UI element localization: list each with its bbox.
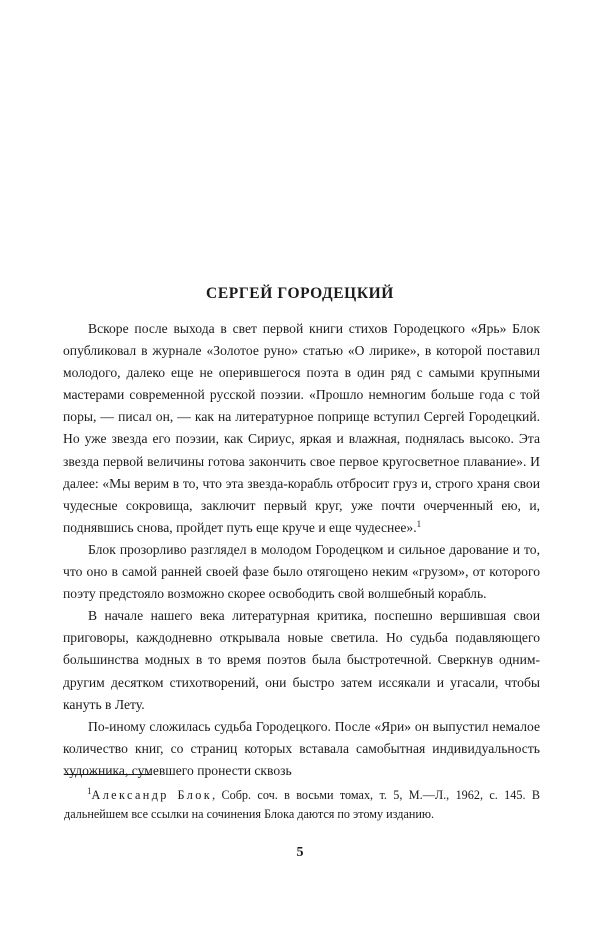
paragraph-3: В начале нашего века литературная критика, поспешно вершившая свои приговоры, каждодневно открывала новые светила. Но судьба подавляющего большинства модных в то время поэтов была быстротечной. Сверкнув одним-другим десятком стихотворений, они быстро затем иссякали и угасали, чтобы кануть в Лету. xyxy=(63,608,540,712)
footnote-text: , Собр. соч. в восьми томах, т. 5, М.—Л., 1962, с. 145. В дальнейшем все ссылки на сочинения Блока даются по этому изданию. xyxy=(64,788,540,821)
page-number: 5 xyxy=(296,845,304,860)
footnote-marker: 1 xyxy=(87,786,92,796)
footnote-author: Александр Блок xyxy=(91,788,213,802)
body-text xyxy=(63,318,540,782)
footnote xyxy=(64,786,540,824)
footnote-reference: 1 xyxy=(416,518,422,529)
paragraph-4: По-иному сложилась судьба Городецкого. После «Яри» он выпустил немалое количество книг, со страниц которых вставала самобытная индивидуальность художника, сумевшего пронести сквозь xyxy=(63,718,540,778)
paragraph-2: Блок прозорливо разглядел в молодом Городецком и сильное дарование и то, что оно в самой ранней своей фазе было отягощено неким «грузом», от которого поэту предстояло возможно скорее освободить свой волшебный корабль. xyxy=(63,541,540,602)
chapter-title: СЕРГЕЙ ГОРОДЕЦКИЙ xyxy=(206,285,394,302)
paragraph-1 xyxy=(63,318,540,539)
paragraph-1-text: Вскоре после выхода в свет первой книги стихов Городецкого «Ярь» Блок опубликовал в журнале «Золотое руно» статью «О лирике», в которой поставил молодого, далеко еще не оперившегося поэта в один ряд с самыми крупными мастерами современной русской поэзии. «Прошло немногим больше года с той поры, — писал он, — как на литературное поприще вступил Сергей Городецкий. Но уже звезда его поэзии, как Сириус, яркая и влажная, поднялась высоко. Эта звезда первой величины готова закончить свое первое кругосветное плавание». И далее: «Мы верим в то, что эта звезда-корабль отбросит груз и, строго храня свои чудесные сокровища, заключит первый круг, уже почти очерченный ею, и, поднявшись снова, пройдет путь еще круче и еще чудеснее». xyxy=(63,321,540,535)
footnote-divider xyxy=(64,774,152,775)
